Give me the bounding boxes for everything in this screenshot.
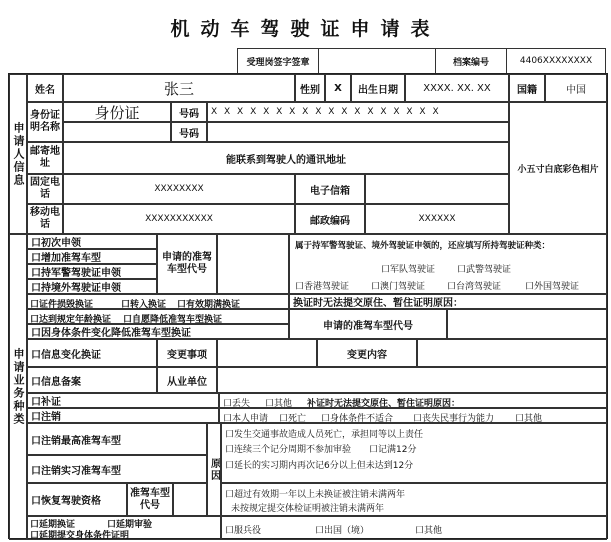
applied-type-label: 申请的准驾车型代号 [289,309,447,339]
business-section-label: 申请业务种类 [9,234,27,540]
license-kind-note: 属于持军警驾驶证、境外驾驶证申领的，还应填写所持驾驶证种类： [295,241,551,251]
macau-license-option[interactable]: 口澳门驾驶证 [371,282,426,292]
extend-reason-box [221,516,607,540]
info-record-option[interactable]: 口信息备案 [27,367,157,393]
restore-type-code-label: 准驾车型代号 [127,483,173,516]
photo-area[interactable]: 小五寸白底彩色相片 [509,102,607,234]
cancel-option[interactable]: 口注销 [27,408,219,423]
score12-option[interactable]: 口记满12分 [369,445,417,455]
id-type-value[interactable]: 身份证 [63,102,171,122]
three-periods-option[interactable]: 口连续三个记分周期不参加审验 [225,445,352,455]
restore-type-code-field[interactable] [173,483,207,516]
mobile-label: 移动电话 [27,204,63,234]
foreign-license-kind-option[interactable]: 口外国驾驶证 [525,282,580,292]
reissue-other-option[interactable]: 口其他 [265,399,293,409]
add-type-option[interactable]: 口增加准驾车型 [27,249,157,264]
accept-signature-field[interactable] [318,48,436,74]
vehicle-type-code-label: 申请的准驾车型代号 [157,234,217,294]
postcode-label: 邮政编码 [295,204,365,234]
extend-exam-option[interactable]: 口延期审验 [107,520,153,530]
id-number-blank[interactable] [207,122,509,142]
lost-option[interactable]: 口丢失 [223,399,251,409]
id-number-label: 号码 [171,102,207,122]
change-content-label: 变更内容 [317,339,417,367]
archive-number-value[interactable]: 4406XXXXXXXX [506,48,606,74]
phone-label: 固定电话 [27,174,63,204]
extend-exchange-option[interactable]: 口延期换证 [30,520,76,530]
army-license-option[interactable]: 口军队驾驶证 [381,265,436,275]
name-value[interactable]: 张三 [63,74,295,102]
no-health-cert-option: 未按规定提交体检证明被注销未满两年 [231,504,385,514]
nation-value[interactable]: 中国 [545,74,607,102]
id-number-label-2: 号码 [171,122,207,142]
reissue-option[interactable]: 口补证 [27,393,219,408]
foreign-license-option[interactable]: 口持境外驾驶证申领 [27,279,157,294]
military-service-option[interactable]: 口服兵役 [225,526,262,536]
armed-police-license-option[interactable]: 口武警驾驶证 [457,265,512,275]
email-value[interactable] [365,174,509,204]
restore-option[interactable]: 口恢复驾驶资格 [27,483,127,516]
nation-label: 国籍 [509,74,545,102]
postcode-value[interactable]: XXXXXX [365,204,509,234]
damaged-exchange-option[interactable]: 口证件损毁换证 [30,300,94,310]
transfer-exchange-option[interactable]: 口转入换证 [121,300,167,310]
employer-field[interactable] [217,367,607,393]
exchange-reason-label: 换证时无法提交原住、暂住证明原因： [289,294,607,309]
applied-type-field[interactable] [447,309,607,339]
military-license-option[interactable]: 口持军警驾驶证申领 [27,264,157,279]
cancel-other-option[interactable]: 口其他 [515,414,543,424]
self-apply-option[interactable]: 口本人申请 [223,414,269,424]
phone-value[interactable]: XXXXXXXX [63,174,295,204]
lost-capacity-option[interactable]: 口丧失民事行为能力 [413,414,495,424]
gender-label: 性别 [295,74,325,102]
birth-label: 出生日期 [351,74,405,102]
reason-label: 原因 [207,423,221,516]
page-title: 机动车驾驶证申请表 [170,18,441,40]
email-label: 电子信箱 [295,174,365,204]
self-downgrade-option[interactable]: 口自愿降低准驾车型换证 [123,315,223,325]
mobile-value[interactable]: XXXXXXXXXXX [63,204,295,234]
archive-number-label: 档案编号 [435,48,507,74]
extend-other-option[interactable]: 口其他 [415,526,443,536]
id-type-label: 身份证明名称 [27,102,63,142]
birth-value[interactable]: XXXX. XX. XX [405,74,509,102]
health-downgrade-option[interactable]: 口因身体条件变化降低准驾车型换证 [27,324,289,339]
vehicle-type-code-field[interactable] [217,234,289,294]
id-type-blank[interactable] [63,122,171,142]
unfit-option[interactable]: 口身体条件不适合 [321,414,394,424]
death-option[interactable]: 口死亡 [279,414,307,424]
hk-license-option[interactable]: 口香港驾驶证 [295,282,350,292]
address-value[interactable]: 能联系到驾驶人的通讯地址 [63,142,509,174]
application-form [8,73,608,539]
change-item-field[interactable] [217,339,317,367]
address-label: 邮寄地址 [27,142,63,174]
reissue-reason-label: 补证时无法提交原住、暂住证明原因： [307,399,461,409]
gender-value[interactable]: X [325,74,351,102]
extend-health-option[interactable]: 口延期提交身体条件证明 [30,531,130,541]
extend-score-option[interactable]: 口延长的实习期内再次记6分以上但未达到12分 [225,461,414,471]
employer-label: 从业单位 [157,367,217,393]
first-apply-option[interactable]: 口初次申领 [27,234,157,249]
abroad-option[interactable]: 口出国（境） [315,526,370,536]
over-one-year-option[interactable]: 口超过有效期一年以上未换证被注销未满两年 [225,490,406,500]
age-downgrade-option[interactable]: 口达到规定年龄换证 [30,315,112,325]
change-content-field[interactable] [417,339,607,367]
cancel-intern-type-option[interactable]: 口注销实习准驾车型 [27,455,207,483]
id-number-digits[interactable]: X X X X X X X X X X X X X X X X X X [207,102,509,122]
taiwan-license-option[interactable]: 口台湾驾驶证 [447,282,502,292]
expire-exchange-option[interactable]: 口有效期满换证 [177,300,241,310]
accept-signature-label: 受理岗签字签章 [237,48,319,74]
name-label: 姓名 [27,74,63,102]
cancel-highest-type-option[interactable]: 口注销最高准驾车型 [27,423,207,455]
info-change-option[interactable]: 口信息变化换证 [27,339,157,367]
applicant-section-label: 申请人信息 [9,74,27,234]
accident-option[interactable]: 口发生交通事故造成人员死亡，承担同等以上责任 [225,430,424,440]
change-item-label: 变更事项 [157,339,217,367]
